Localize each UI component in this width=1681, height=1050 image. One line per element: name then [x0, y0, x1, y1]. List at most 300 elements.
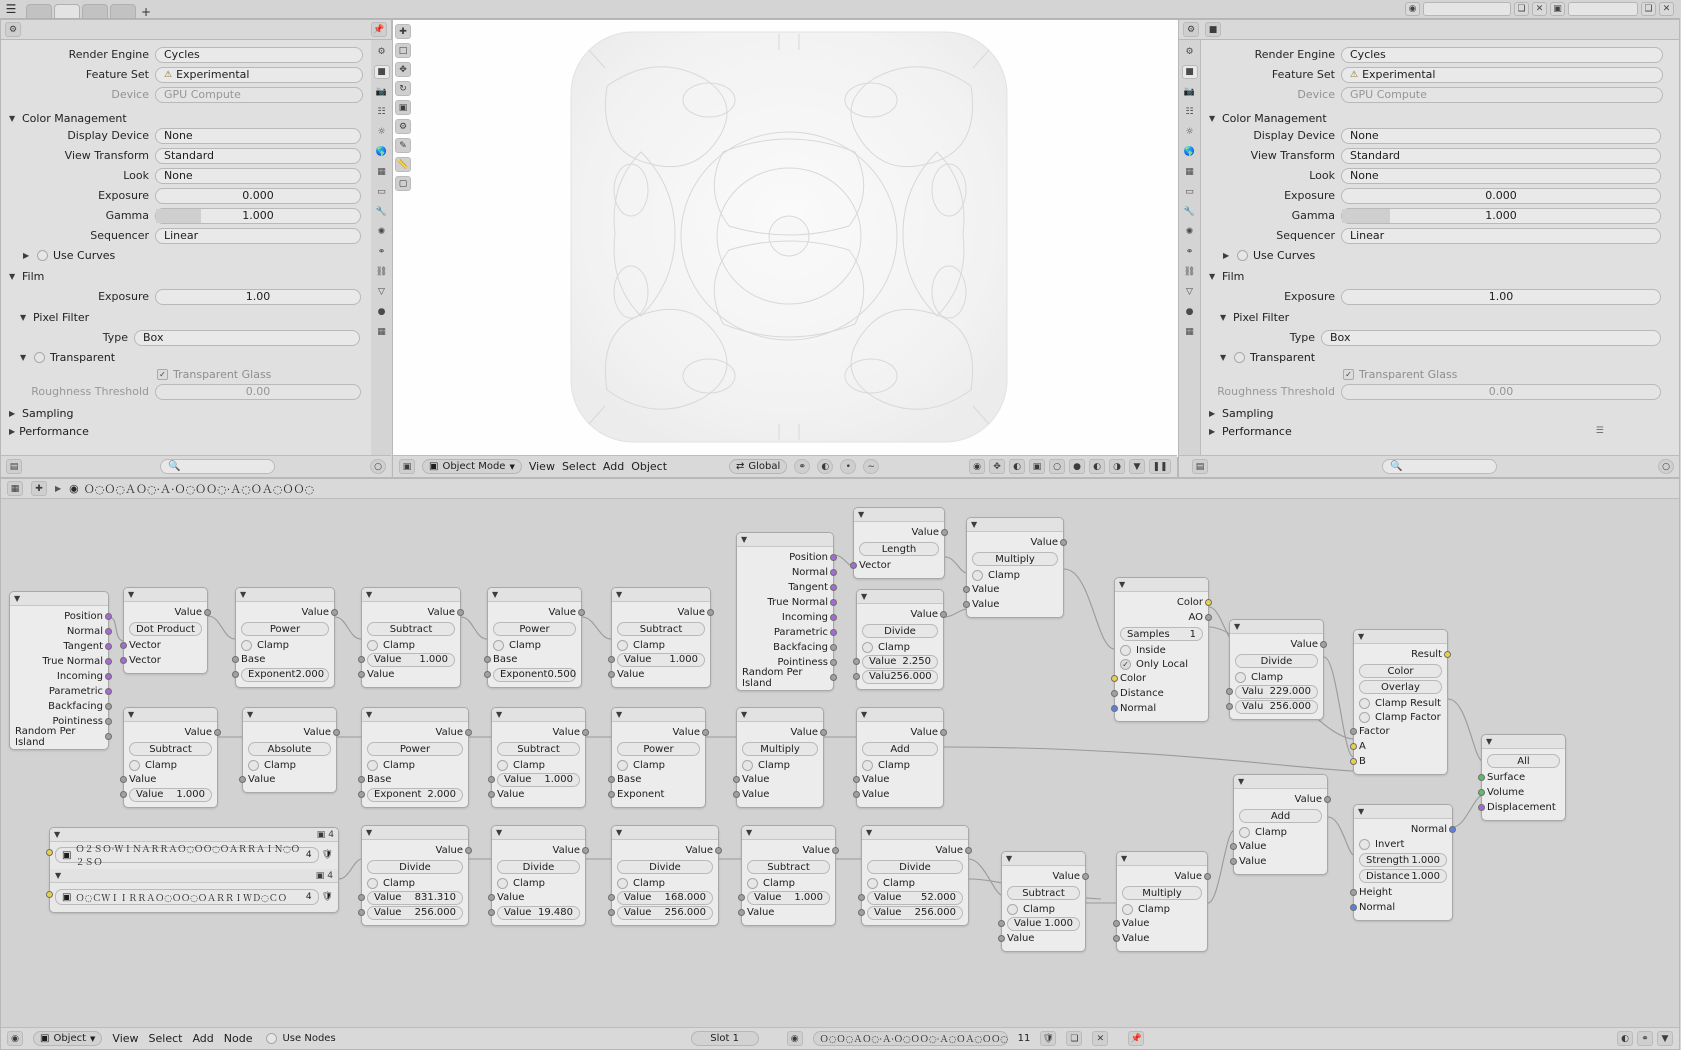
- menu-add[interactable]: Add: [602, 460, 625, 473]
- tab-constraints-r[interactable]: ⛓: [1183, 267, 1196, 277]
- tab-output[interactable]: 📷: [375, 87, 388, 97]
- node-header[interactable]: ▼: [612, 826, 718, 840]
- socket-value-b[interactable]: Value: [617, 667, 705, 682]
- tab-tool[interactable]: ⚙: [377, 47, 386, 57]
- value-field-b[interactable]: Value 256.000: [867, 906, 963, 920]
- node-header[interactable]: ▼: [854, 508, 944, 522]
- exponent-field[interactable]: Exponent 0.500: [493, 668, 576, 682]
- device-select-r[interactable]: [1341, 87, 1663, 103]
- material-datablock[interactable]: [813, 1031, 1008, 1046]
- socket-base[interactable]: Base: [493, 652, 576, 667]
- render-engine-select[interactable]: [155, 47, 363, 63]
- node-header[interactable]: ▼: [236, 588, 334, 602]
- invert-checkbox[interactable]: Invert: [1359, 837, 1447, 851]
- clamp-checkbox[interactable]: Clamp: [617, 876, 713, 890]
- node-math-add-2[interactable]: [1233, 774, 1328, 875]
- pause-icon[interactable]: ❚❚: [1149, 459, 1171, 474]
- socket-random-per-island[interactable]: Random Per Island: [742, 670, 828, 685]
- node-geometry-1[interactable]: [9, 591, 109, 750]
- display-device-select[interactable]: [155, 128, 361, 144]
- tab-collection[interactable]: ▦: [377, 167, 386, 177]
- socket-value-out[interactable]: Value: [367, 843, 463, 858]
- socket-value-a[interactable]: Value: [497, 890, 580, 905]
- tab-particles[interactable]: ✺: [377, 227, 386, 237]
- proportional-edit-icon[interactable]: ◐: [817, 459, 833, 474]
- look-select[interactable]: [155, 168, 361, 184]
- inside-checkbox[interactable]: Inside: [1120, 643, 1203, 657]
- socket-value-out[interactable]: Value: [248, 725, 331, 740]
- transparent-checkbox-r[interactable]: [1234, 352, 1245, 363]
- transparent-checkbox[interactable]: [34, 352, 45, 363]
- transparent-glass-row-r[interactable]: [1343, 366, 1673, 383]
- strength-field[interactable]: Strength 1.000: [1359, 853, 1447, 867]
- value-field-a[interactable]: Valu 229.000: [1235, 685, 1318, 699]
- socket-exponent[interactable]: Exponent: [617, 787, 700, 802]
- snap-icon-shader[interactable]: ⚭: [1637, 1031, 1653, 1046]
- scene-field[interactable]: [1423, 2, 1511, 16]
- tab-data[interactable]: ▽: [378, 287, 385, 297]
- node-mix-overlay[interactable]: [1353, 629, 1448, 775]
- node-math-power-1[interactable]: [235, 587, 335, 688]
- tab-constraints[interactable]: ⛓: [375, 267, 388, 277]
- node-header[interactable]: ▼: [492, 708, 585, 722]
- node-math-absolute[interactable]: [242, 707, 337, 793]
- tab-view-layer-r[interactable]: ☷: [1185, 107, 1194, 117]
- rotate-tool-icon[interactable]: ↻: [395, 81, 411, 96]
- remove-viewlayer-icon[interactable]: ✕: [1659, 2, 1674, 16]
- view-transform-select-r[interactable]: [1341, 148, 1661, 164]
- socket-tangent[interactable]: Tangent: [15, 639, 103, 654]
- feature-set-select-r[interactable]: [1341, 67, 1663, 83]
- node-geometry-2[interactable]: [736, 532, 834, 691]
- shield-icon-1[interactable]: 🛡: [321, 850, 333, 860]
- transparent-glass-checkbox-r[interactable]: ✓: [1343, 369, 1354, 380]
- clamp-factor-checkbox[interactable]: Clamp Factor: [1359, 710, 1442, 724]
- film-section-r[interactable]: [1209, 267, 1673, 285]
- socket-normal-in[interactable]: Normal: [1359, 900, 1447, 915]
- look-select-r[interactable]: [1341, 168, 1661, 184]
- shader-type-select[interactable]: ▣ Object ▼: [33, 1031, 102, 1046]
- transform-tool-icon[interactable]: ⚙: [395, 119, 411, 134]
- operation-select[interactable]: Add: [1239, 809, 1322, 823]
- socket-value-out[interactable]: Value: [367, 725, 463, 740]
- node-header[interactable]: ▼: [362, 588, 460, 602]
- viewlayer-icon[interactable]: ▣: [1550, 2, 1565, 16]
- socket-vector-a[interactable]: Vector: [129, 638, 202, 653]
- cm-exposure-slider[interactable]: [155, 188, 361, 204]
- socket-value-a[interactable]: Value: [248, 772, 331, 787]
- socket-value-b[interactable]: Value: [497, 787, 580, 802]
- sequencer-select-r[interactable]: [1341, 228, 1661, 244]
- node-header[interactable]: ▼: [862, 826, 968, 840]
- socket-normal-in[interactable]: Normal: [1120, 701, 1203, 716]
- interaction-mode-select[interactable]: ▣ Object Mode ▼: [422, 459, 522, 474]
- operation-select[interactable]: Absolute: [248, 742, 331, 756]
- select-tool-icon[interactable]: □: [395, 43, 411, 58]
- operation-select[interactable]: Subtract: [1007, 886, 1080, 900]
- node-header[interactable]: ▼: [362, 826, 468, 840]
- magnet-icon[interactable]: ⚭: [794, 459, 810, 474]
- socket-random-per-island[interactable]: Random Per Island: [15, 729, 103, 744]
- tab-physics-r[interactable]: ⚭: [1185, 247, 1194, 257]
- overlays-icon[interactable]: ◐: [1009, 459, 1025, 474]
- clamp-checkbox[interactable]: Clamp: [493, 638, 576, 652]
- socket-distance-in[interactable]: Distance: [1120, 686, 1203, 701]
- node-math-divide-6[interactable]: [861, 825, 969, 926]
- workspace-tab-1[interactable]: [26, 4, 52, 19]
- tab-output-r[interactable]: 📷: [1183, 87, 1196, 97]
- node-bump[interactable]: [1353, 804, 1453, 921]
- operation-select[interactable]: Subtract: [367, 622, 455, 636]
- pixel-filter-section[interactable]: [20, 308, 363, 326]
- search-input[interactable]: [160, 459, 275, 474]
- editor-type-icon[interactable]: ⚙: [5, 22, 21, 37]
- transparent-glass-row[interactable]: [157, 366, 363, 383]
- socket-color-out[interactable]: Color: [1120, 595, 1203, 610]
- editor-type-icon-footer-shader[interactable]: ◉: [7, 1031, 23, 1046]
- socket-value-out[interactable]: Value: [867, 843, 963, 858]
- material-users-count[interactable]: 11: [1017, 1033, 1031, 1044]
- socket-value-b[interactable]: [867, 905, 963, 920]
- node-header[interactable]: ▼: [10, 592, 108, 606]
- node-header[interactable]: ▼: [243, 708, 336, 722]
- performance-section-r[interactable]: [1209, 422, 1673, 440]
- socket-b[interactable]: B: [1359, 754, 1442, 769]
- socket-value-b[interactable]: Value: [367, 667, 455, 682]
- socket-value-out[interactable]: Value: [617, 725, 700, 740]
- film-exposure-slider-r[interactable]: [1341, 289, 1661, 305]
- socket-parametric[interactable]: Parametric: [15, 684, 103, 699]
- image-icon-b[interactable]: ▣: [315, 870, 325, 881]
- socket-value-b[interactable]: [497, 905, 580, 920]
- node-menu-node[interactable]: Node: [223, 1032, 253, 1045]
- clamp-checkbox[interactable]: Clamp: [248, 758, 331, 772]
- node-header[interactable]: ▼: [1354, 630, 1447, 644]
- node-subheader[interactable]: ▼ ▣ 4: [50, 869, 338, 883]
- socket-base[interactable]: Base: [367, 772, 463, 787]
- clamp-checkbox[interactable]: Clamp: [497, 876, 580, 890]
- filter-icon-r[interactable]: ○: [1658, 459, 1674, 474]
- scale-tool-icon[interactable]: ▣: [395, 100, 411, 115]
- clamp-checkbox[interactable]: Clamp: [742, 758, 818, 772]
- value-field-b[interactable]: Valu 256.000: [1235, 700, 1318, 714]
- socket-value-b[interactable]: Value: [1239, 854, 1322, 869]
- search-input-r[interactable]: [1382, 459, 1497, 474]
- tab-object[interactable]: ▭: [377, 187, 386, 197]
- socket-value-b[interactable]: Value: [1007, 931, 1080, 946]
- node-math-multiply-2[interactable]: [736, 707, 824, 808]
- socket-parametric[interactable]: Parametric: [742, 625, 828, 640]
- socket-backfacing[interactable]: Backfacing: [15, 699, 103, 714]
- tab-world[interactable]: 🌎: [375, 147, 388, 157]
- node-math-divide-2[interactable]: [1229, 619, 1324, 720]
- value-field-a[interactable]: Value 52.000: [867, 891, 963, 905]
- color-management-section[interactable]: [9, 109, 363, 127]
- operation-select[interactable]: Divide: [862, 624, 938, 638]
- node-math-subtract-3[interactable]: [123, 707, 218, 808]
- node-header[interactable]: ▼: [857, 590, 943, 604]
- add-cube-tool-icon[interactable]: ▢: [395, 176, 411, 191]
- node-header[interactable]: ▼ ▣ 4: [50, 828, 338, 842]
- shading-dropdown-icon[interactable]: ▼: [1129, 459, 1145, 474]
- socket-normal-out[interactable]: Normal: [1359, 822, 1447, 837]
- viewport-canvas[interactable]: [393, 20, 1177, 455]
- editor-type-icon-footer[interactable]: ▤: [6, 459, 22, 474]
- pixel-filter-type-select-r[interactable]: [1321, 330, 1661, 346]
- socket-value-a[interactable]: [617, 652, 705, 667]
- overlays-icon-shader[interactable]: ◐: [1617, 1031, 1633, 1046]
- clamp-checkbox[interactable]: Clamp: [867, 876, 963, 890]
- use-curves-row[interactable]: [23, 247, 363, 264]
- menu-object[interactable]: Object: [631, 460, 668, 473]
- editor-type-icon-viewport[interactable]: ▣: [399, 459, 415, 474]
- socket-value-a[interactable]: Value: [972, 582, 1058, 597]
- socket-pointiness[interactable]: Pointiness: [15, 714, 103, 729]
- transform-orientation-select[interactable]: [729, 459, 787, 474]
- node-header[interactable]: ▼: [857, 708, 943, 722]
- socket-value-b[interactable]: [129, 787, 212, 802]
- editor-type-icon-footer-r[interactable]: ▤: [1192, 459, 1208, 474]
- socket-value-out[interactable]: Value: [493, 605, 576, 620]
- menu-view[interactable]: View: [528, 460, 555, 473]
- socket-backfacing[interactable]: Backfacing: [742, 640, 828, 655]
- node-math-subtract-1[interactable]: [361, 587, 461, 688]
- node-header[interactable]: ▼: [362, 708, 468, 722]
- operation-select[interactable]: Subtract: [617, 622, 705, 636]
- socket-value-out[interactable]: Value: [617, 605, 705, 620]
- socket-exponent[interactable]: [241, 667, 329, 682]
- node-header[interactable]: ▼: [488, 588, 581, 602]
- socket-surface[interactable]: Surface: [1487, 770, 1560, 785]
- node-math-power-3[interactable]: [361, 707, 469, 808]
- socket-value-out[interactable]: Value: [241, 605, 329, 620]
- socket-value-b[interactable]: [1235, 699, 1318, 714]
- shield-icon-2[interactable]: 🛡: [321, 892, 333, 902]
- move-tool-icon[interactable]: ✥: [395, 62, 411, 77]
- node-math-add-1[interactable]: [856, 707, 944, 808]
- add-workspace-button[interactable]: +: [141, 4, 152, 19]
- socket-value-out[interactable]: Value: [129, 725, 212, 740]
- shading-solid-icon[interactable]: ●: [1069, 459, 1085, 474]
- fake-user-icon[interactable]: 🛡: [1040, 1031, 1056, 1046]
- value-field-a[interactable]: Value 168.000: [617, 891, 713, 905]
- node-math-multiply-3[interactable]: [1116, 851, 1208, 952]
- editor-type-icon-right[interactable]: ⚙: [1183, 22, 1199, 37]
- socket-value-out[interactable]: Value: [1239, 792, 1322, 807]
- operation-select[interactable]: Multiply: [972, 552, 1058, 566]
- clamp-checkbox[interactable]: Clamp: [1239, 825, 1322, 839]
- socket-value-out[interactable]: Value: [747, 843, 830, 858]
- target-select[interactable]: All: [1487, 754, 1560, 768]
- socket-value-out[interactable]: Value: [1007, 869, 1080, 884]
- new-viewlayer-icon[interactable]: ❏: [1641, 2, 1656, 16]
- tab-tool-r[interactable]: ⚙: [1185, 47, 1194, 57]
- node-header[interactable]: ▼: [1354, 805, 1452, 819]
- samples-field[interactable]: Samples 1: [1120, 627, 1203, 641]
- image-name-field-2[interactable]: ▣ Ｏ◌ＣＷＩＩＲＲＡＯ◌ＯＯ◌ＯＡＲＲＩＷＤ◌ＣＯ 4: [55, 889, 319, 905]
- value-field-a[interactable]: Value 1.000: [1007, 917, 1080, 931]
- image-name-field-1[interactable]: ▣ Ｏ２ＳＯ·ＷＩＮＡＲＲＡＯ◌ＯＯ◌ＯＡＲＲＡＩＮ◌Ｏ２ＳＯ 4: [55, 847, 319, 863]
- socket-value-a[interactable]: [497, 772, 580, 787]
- use-curves-row-r[interactable]: [1223, 247, 1673, 264]
- options-icon-r[interactable]: ☰: [1595, 426, 1604, 436]
- film-section[interactable]: [9, 267, 363, 285]
- filter-icon[interactable]: ○: [370, 459, 386, 474]
- socket-value-out[interactable]: Value: [742, 725, 818, 740]
- tab-render[interactable]: ■: [374, 65, 390, 79]
- use-curves-checkbox[interactable]: [37, 250, 48, 261]
- clamp-checkbox[interactable]: Clamp: [617, 638, 705, 652]
- node-header[interactable]: ▼: [737, 533, 833, 547]
- roughness-threshold-slider[interactable]: [155, 384, 361, 400]
- viewlayer-field[interactable]: [1568, 2, 1638, 16]
- node-header[interactable]: ▼: [1230, 620, 1323, 634]
- socket-incoming[interactable]: Incoming: [15, 669, 103, 684]
- operation-select[interactable]: Power: [493, 622, 576, 636]
- node-header[interactable]: ▼: [737, 708, 823, 722]
- shading-rendered-icon[interactable]: ◑: [1109, 459, 1125, 474]
- scene-icon[interactable]: ◉: [1405, 2, 1420, 16]
- socket-value-out[interactable]: Value: [367, 605, 455, 620]
- operation-select[interactable]: Subtract: [747, 860, 830, 874]
- pin-icon[interactable]: 📌: [371, 22, 387, 37]
- socket-volume[interactable]: Volume: [1487, 785, 1560, 800]
- shading-wireframe-icon[interactable]: ○: [1049, 459, 1065, 474]
- operation-select[interactable]: Multiply: [1122, 886, 1202, 900]
- node-menu-view[interactable]: View: [112, 1032, 139, 1045]
- tab-scene[interactable]: ☼: [377, 127, 386, 137]
- clamp-checkbox[interactable]: Clamp: [862, 758, 938, 772]
- value-field-a[interactable]: Value 1.000: [617, 653, 705, 667]
- node-math-divide-4[interactable]: [491, 825, 586, 926]
- tab-modifiers[interactable]: 🔧: [375, 207, 388, 217]
- roughness-threshold-slider-r[interactable]: [1341, 384, 1661, 400]
- socket-value-out[interactable]: Value: [1235, 637, 1318, 652]
- tab-render-r[interactable]: ■: [1182, 65, 1198, 79]
- socket-value-a[interactable]: [617, 890, 713, 905]
- node-header[interactable]: ▼: [742, 826, 835, 840]
- clamp-checkbox[interactable]: Clamp: [497, 758, 580, 772]
- node-menu-select[interactable]: Select: [148, 1032, 183, 1045]
- operation-select[interactable]: Divide: [867, 860, 963, 874]
- performance-section[interactable]: [9, 422, 363, 440]
- device-select[interactable]: [155, 87, 363, 103]
- socket-value-b[interactable]: [617, 905, 713, 920]
- proportional-falloff-icon[interactable]: ∼: [863, 459, 879, 474]
- annotate-tool-icon[interactable]: ✎: [395, 138, 411, 153]
- use-curves-checkbox-r[interactable]: [1237, 250, 1248, 261]
- socket-value-out[interactable]: Value: [617, 843, 713, 858]
- unlink-material-icon[interactable]: ✕: [1092, 1031, 1108, 1046]
- socket-value-b[interactable]: Value: [1122, 931, 1202, 946]
- tab-scene-r[interactable]: ☼: [1185, 127, 1194, 137]
- sequencer-select[interactable]: [155, 228, 361, 244]
- sampling-section-r[interactable]: [1209, 404, 1673, 422]
- value-field-b[interactable]: Value 256.000: [617, 906, 713, 920]
- socket-value-out[interactable]: Value: [497, 843, 580, 858]
- node-material-output[interactable]: [1481, 734, 1566, 821]
- socket-normal[interactable]: Normal: [742, 565, 828, 580]
- pixel-filter-section-r[interactable]: [1220, 308, 1673, 326]
- node-header[interactable]: ▼: [967, 518, 1063, 532]
- node-header[interactable]: ▼: [124, 588, 207, 602]
- socket-value-a[interactable]: Value: [129, 772, 212, 787]
- node-math-divide-3[interactable]: [361, 825, 469, 926]
- socket-value-out[interactable]: Value: [497, 725, 580, 740]
- node-vector-math-length[interactable]: [853, 507, 945, 579]
- display-device-select-r[interactable]: [1341, 128, 1661, 144]
- socket-color-in[interactable]: Color: [1120, 671, 1203, 686]
- operation-select[interactable]: Divide: [1235, 654, 1318, 668]
- socket-base[interactable]: Base: [617, 772, 700, 787]
- operation-select[interactable]: Add: [862, 742, 938, 756]
- tab-view-layer[interactable]: ☷: [377, 107, 386, 117]
- operation-select[interactable]: Multiply: [742, 742, 818, 756]
- visibility-icon[interactable]: ◉: [969, 459, 985, 474]
- clamp-checkbox[interactable]: Clamp: [1007, 902, 1080, 916]
- socket-tangent[interactable]: Tangent: [742, 580, 828, 595]
- value-field-b[interactable]: Value 1.000: [129, 788, 212, 802]
- image-datablock-row-1[interactable]: [55, 845, 333, 868]
- color-management-section-r[interactable]: [1209, 109, 1673, 127]
- value-field-a[interactable]: Value 831.310: [367, 891, 463, 905]
- operation-select[interactable]: Power: [617, 742, 700, 756]
- use-nodes-checkbox[interactable]: Use Nodes: [266, 1032, 335, 1046]
- clamp-checkbox[interactable]: Clamp: [241, 638, 329, 652]
- tab-material-r[interactable]: ●: [1185, 307, 1194, 317]
- socket-value-out[interactable]: Value: [862, 607, 938, 622]
- socket-displacement[interactable]: Displacement: [1487, 800, 1560, 815]
- tab-modifiers-r[interactable]: 🔧: [1183, 207, 1196, 217]
- cm-gamma-slider[interactable]: [155, 208, 361, 224]
- socket-pointiness[interactable]: Pointiness: [742, 655, 828, 670]
- tab-collection-r[interactable]: ▦: [1185, 167, 1194, 177]
- clamp-checkbox[interactable]: Clamp: [862, 640, 938, 654]
- tab-physics[interactable]: ⚭: [377, 247, 386, 257]
- socket-base[interactable]: Base: [241, 652, 329, 667]
- image-datablock-row-2[interactable]: [55, 887, 333, 907]
- data-type-select[interactable]: Color: [1359, 664, 1442, 678]
- distance-field[interactable]: Distance 1.000: [1359, 869, 1447, 883]
- render-engine-select-r[interactable]: [1341, 47, 1663, 63]
- socket-value-b[interactable]: [367, 905, 463, 920]
- socket-value-a[interactable]: [1007, 916, 1080, 931]
- gizmo-icon[interactable]: ✥: [989, 459, 1005, 474]
- node-header[interactable]: ▼: [612, 708, 705, 722]
- socket-value-a[interactable]: [747, 890, 830, 905]
- transparent-row-r[interactable]: [1220, 349, 1673, 366]
- socket-value-out[interactable]: Value: [862, 725, 938, 740]
- clamp-checkbox[interactable]: Clamp: [747, 876, 830, 890]
- node-math-divide-1[interactable]: [856, 589, 944, 690]
- socket-vector-b[interactable]: Vector: [129, 653, 202, 668]
- socket-normal[interactable]: Normal: [15, 624, 103, 639]
- operation-select[interactable]: Length: [859, 542, 939, 556]
- socket-value-b[interactable]: Value: [972, 597, 1058, 612]
- socket-value-out[interactable]: Value: [129, 605, 202, 620]
- transparent-glass-checkbox[interactable]: ✓: [157, 369, 168, 380]
- snap-settings-icon[interactable]: •: [840, 459, 856, 474]
- cursor-tool-icon[interactable]: ✚: [395, 24, 411, 39]
- unlink-scene-icon[interactable]: ✕: [1532, 2, 1547, 16]
- tab-object-r[interactable]: ▭: [1185, 187, 1194, 197]
- node-math-power-4[interactable]: [611, 707, 706, 808]
- film-exposure-slider[interactable]: [155, 289, 361, 305]
- socket-value-a[interactable]: [862, 654, 938, 669]
- tab-data-r[interactable]: ▽: [1186, 287, 1193, 297]
- only-local-checkbox[interactable]: ✓ Only Local: [1120, 657, 1203, 671]
- value-field-a[interactable]: Value 2.250: [862, 655, 938, 669]
